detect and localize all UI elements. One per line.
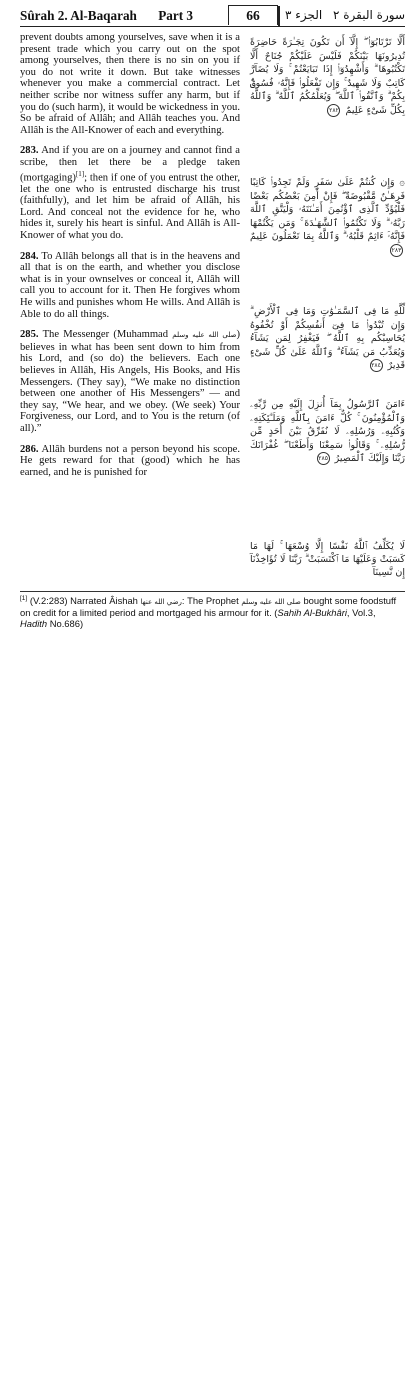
verse-282-continuation [20, 32, 240, 136]
footnote-ref[interactable]: [1] [75, 169, 85, 178]
verse-text: Allâh burdens not a person beyond his scope. He gets reward for that (good) which he has earned, and he is punished for [20, 443, 240, 478]
footnote-text: (V.2:283) Narrated Âishah [29, 595, 138, 607]
verse-286 [20, 444, 240, 479]
ayah-number-marker: ٢٨٥ [317, 452, 330, 465]
source-title: Sahih Al-Bukhâri [277, 606, 347, 618]
verse-text-cont: ) believes in what has been sent down to him from his Lord, and (so do) the believers. Each one believes in Allâh, His Angels, His Books, and His Messengers. (They say), “We make no distinction between one another of His Messengers” — and they say, “We hear, and we obey. (We seek) Your Forgiveness, our Lord, and to You is the return (of all).” [20, 329, 240, 434]
juz-label-ar: الجزء ٣ [285, 8, 323, 22]
surah-title-ar: سورة البقرة ٢ [332, 8, 405, 22]
surah-title-en: Sûrah 2. Al-Baqarah [20, 8, 137, 23]
translation-column [20, 32, 240, 478]
verse-text: To Allâh belongs all that is in the heavens and all that is on the earth, and whether you disclose what is in your ownselves or conceal it, Allâh will call you to account for it. Then He forgives whom He wills and punishes whom He wills. And Allâh is Able to do all things. [20, 250, 240, 320]
arabic-text: أَلَّا تَرْتَابُوٓا۟ ۖ إِلَّآ أَن تَكُونَ تِجَـٰرَةً حَاضِرَةً تُدِيرُونَهَا بَيْنَكُمْ فَلَيْسَ عَلَيْكُمْ جُنَاحٌ أَلَّا تَكْتُبُوهَا ۗ وَأَشْهِدُوٓا۟ إِذَا تَبَايَعْتُمْ ۚ وَلَا يُضَآرَّ كَاتِبٌ وَلَا شَهِيدٌ ۚ وَإِن تَفْعَلُوا۟ فَإِنَّهُۥ فُسُوقٌۢ بِكُمْ ۗ وَٱتَّقُوا۟ ٱللَّهَ ۖ وَيُعَلِّمُكُمُ ٱللَّهُ ۗ وَٱللَّهُ بِكُلِّ شَىْءٍ عَلِيمٌ [250, 37, 405, 116]
footnote [20, 594, 405, 630]
arabic-verse-282 [250, 36, 405, 117]
header-left [20, 8, 193, 24]
footnote-text: : The Prophet [181, 595, 239, 607]
verse-number: 286. [20, 443, 39, 455]
footnote-text: , Vol.3, [346, 606, 376, 618]
ayah-number-marker: ٢٨٢ [327, 104, 340, 117]
part-label-en: Part 3 [158, 8, 193, 23]
footnote-text: bought some foodstuff on credit for a limited period and mortgaged his armour for it. ( [20, 595, 397, 618]
verse-285 [20, 329, 240, 434]
arabic-text: لِّلَّهِ مَا فِى ٱلسَّمَـٰوَٰتِ وَمَا فِى ٱلْأَرْضِ ۗ وَإِن تُبْدُوا۟ مَا فِىٓ أَنفُسِكُمْ أَوْ تُخْفُوهُ يُحَاسِبْكُم بِهِ ٱللَّهُ ۖ فَيَغْفِرُ لِمَن يَشَآءُ وَيُعَذِّبُ مَن يَشَآءُ ۗ وَٱللَّهُ عَلَىٰ كُلِّ شَىْءٍ قَدِيرٌ [250, 306, 405, 371]
honorific-prophet: صلى الله عليه وسلم [241, 598, 301, 607]
header-divider [278, 6, 280, 26]
page-header [20, 6, 405, 27]
arabic-text: لَا يُكَلِّفُ ٱللَّهُ نَفْسًا إِلَّا وُسْعَهَا ۚ لَهَا مَا كَسَبَتْ وَعَلَيْهَا مَا ٱكْتَسَبَتْ ۗ رَبَّنَا لَا تُؤَاخِذْنَآ إِن نَّسِينَآ [250, 541, 405, 578]
arabic-verse-284 [250, 305, 405, 373]
arabic-text: ءَامَنَ ٱلرَّسُولُ بِمَآ أُنزِلَ إِلَيْهِ مِن رَّبِّهِۦ وَٱلْمُؤْمِنُونَ ۚ كُلٌّ ءَامَنَ بِٱللَّهِ وَمَلَـٰٓئِكَتِهِۦ وَكُتُبِهِۦ وَرُسُلِهِۦ لَا نُفَرِّقُ بَيْنَ أَحَدٍ مِّن رُّسُلِهِۦ ۚ وَقَالُوا۟ سَمِعْنَا وَأَطَعْنَا ۖ غُفْرَانَكَ رَبَّنَا وَإِلَيْكَ ٱلْمَصِيرُ [250, 399, 405, 464]
arabic-text: ۞ وَإِن كُنتُمْ عَلَىٰ سَفَرٍ وَلَمْ تَجِدُوا۟ كَاتِبًا فَرِهَـٰنٌ مَّقْبُوضَةٌ ۖ فَإِنْ أَمِنَ بَعْضُكُم بَعْضًا فَلْيُؤَدِّ ٱلَّذِى ٱؤْتُمِنَ أَمَـٰنَتَهُۥ وَلْيَتَّقِ ٱللَّهَ رَبَّهُۥ ۗ وَلَا تَكْتُمُوا۟ ٱلشَّهَـٰدَةَ ۚ وَمَن يَكْتُمْهَا فَإِنَّهُۥٓ ءَاثِمٌ قَلْبُهُۥ ۗ وَٱللَّهُ بِمَا تَعْمَلُونَ عَلِيمٌ [250, 177, 405, 242]
ayah-number-marker: ٢٨٣ [390, 244, 403, 257]
footnote-text: No.686) [47, 617, 84, 629]
footnote-divider [20, 591, 405, 592]
arabic-verse-283 [250, 176, 405, 257]
honorific-ar: صلى الله عليه وسلم [172, 331, 237, 340]
verse-number: 284. [20, 250, 39, 262]
honorific-aishah: رضي الله عنها [140, 598, 182, 607]
verse-text-cont: ; then if one of you entrust the other, let the one who is entrusted discharge his trust (faithfully), and let him be afraid of Allâh, his Lord. And conceal not the evidence for he, who hides it, surely his heart is sinful. And Allâh is All-Knower of what you do. [20, 172, 240, 242]
verse-number: 283. [20, 145, 39, 157]
hadith-label: Hadith [20, 617, 48, 629]
footnote-marker: [1] [20, 595, 28, 602]
arabic-verse-286 [250, 540, 405, 579]
verse-text: The Messenger (Muhammad [42, 329, 169, 341]
verse-283 [20, 145, 240, 241]
verse-text: And if you are on a journey and cannot find a scribe, then let there be a pledge taken (mortgaging) [20, 145, 240, 184]
verse-284 [20, 251, 240, 321]
page-number: 66 [228, 5, 278, 25]
ayah-number-marker: ٢٨٤ [370, 359, 383, 372]
verse-number: 285. [20, 329, 39, 341]
verse-text: prevent doubts among yourselves, save when it is a present trade which you carry out on the spot among yourselves, then there is no sin on you if you do not write it down. But take witnesses whenever you make a commercial contract. Let neither scribe nor witness suffer any harm, but if you do (such harm), it would be wickedness in you. So be afraid of Allâh; and Allâh teaches you. And Allâh is the All-Knower of each and everything. [20, 32, 240, 136]
arabic-verse-285 [250, 398, 405, 466]
